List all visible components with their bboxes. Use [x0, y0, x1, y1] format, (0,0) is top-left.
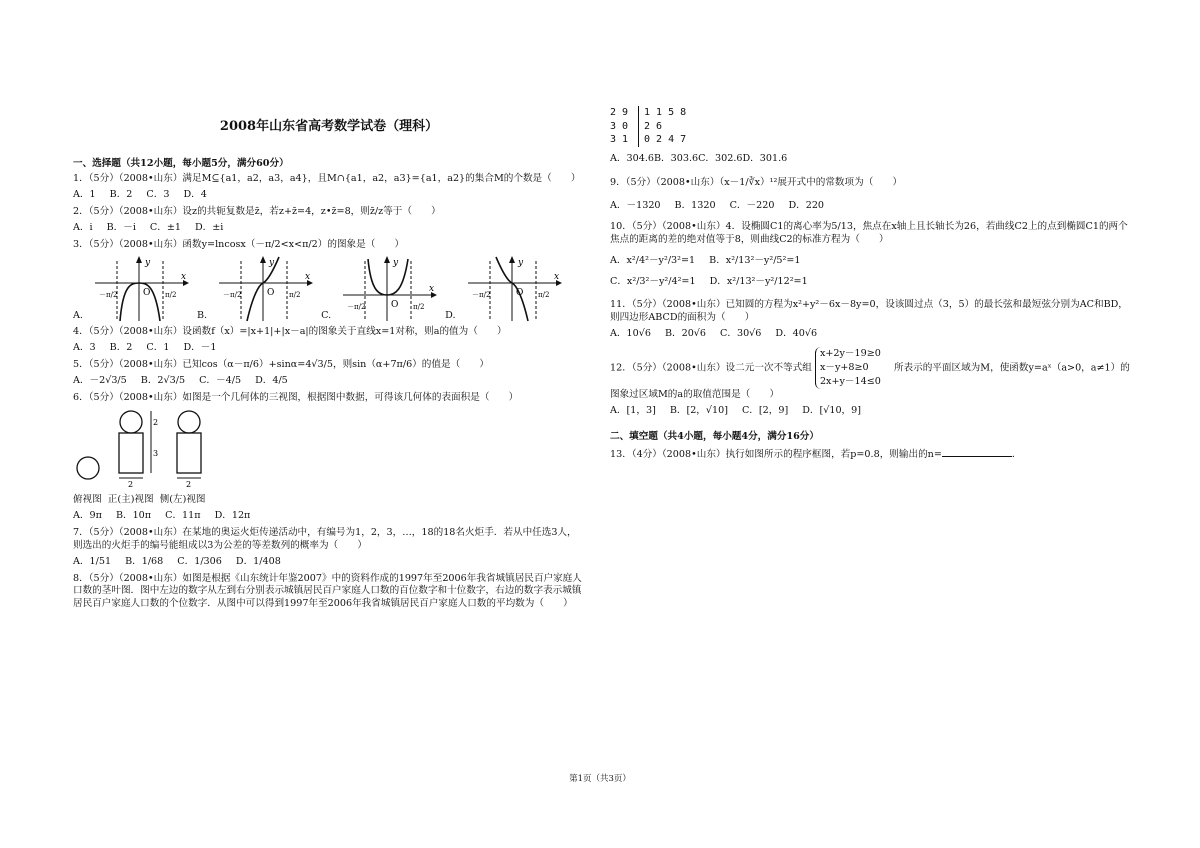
- option: D．x²/13²－y²/12²=1: [709, 276, 808, 288]
- left-column: [73, 112, 585, 614]
- question-10-options: [610, 255, 1130, 268]
- option: D．1/408: [235, 555, 281, 567]
- stem: 3 1: [610, 134, 629, 145]
- axis-y-label: y: [269, 258, 275, 269]
- view-label: 侧(左)视图: [159, 493, 206, 505]
- option: C．－220: [729, 200, 775, 212]
- graph-d: [466, 255, 562, 323]
- leaves: 0 2 4 7: [644, 134, 687, 145]
- option: A．9π: [73, 509, 102, 521]
- stem-leaf-plot: [610, 106, 1130, 147]
- question-4-options: [73, 342, 585, 355]
- option: A．3: [73, 342, 96, 354]
- answer-blank: [942, 447, 1012, 457]
- question-6-options: [73, 510, 585, 523]
- option: C．－4/5: [199, 374, 242, 386]
- option: A．i: [73, 222, 93, 234]
- question-1: 1．（5分）（2008•山东）满足M⊆{a1，a2，a3，a4}，且M∩{a1，a2，a3}={a1，a2}的集合M的个数是（ ）: [73, 173, 581, 185]
- question-12-pre: 12．（5分）（2008•山东）设二元一次不等式组: [610, 362, 812, 374]
- option: A．－2√3/5: [73, 374, 127, 386]
- graph-b: [217, 255, 313, 323]
- question-13-tail: ．: [1011, 449, 1022, 461]
- origin-label: O: [267, 288, 275, 299]
- question-5: 5．（5分）（2008•山东）已知cos（α－π/6）+sinα=4√3/5，则sin（α+7π/6）的值是（ ）: [73, 359, 489, 371]
- option: B．2√3/5: [140, 374, 186, 386]
- pos-half-pi-label: π/2: [413, 303, 425, 312]
- option: B．－i: [106, 222, 136, 234]
- origin-label: O: [142, 288, 151, 299]
- pos-half-pi-label: π/2: [289, 291, 301, 300]
- option: B．2: [109, 189, 133, 201]
- inequality: x+2y－19≥0: [819, 347, 881, 359]
- question-8: 8．（5分）（2008•山东）如图是根据《山东统计年鉴2007》中的资料作成的1997年至2006年我省城镇居民百户家庭人口数的茎叶图．图中左边的数字从左到右分别表示城镇居民百户家庭人口数的百位数字和十位数字，右边的数字表示城镇居民百户家庭人口数的个位数字．从图中可以得到1997年至2006年我省城镇居民百户家庭人口数的平均数为（ ）: [73, 572, 582, 610]
- option: D．4/5: [255, 374, 288, 386]
- question-10-options-2: [610, 276, 1130, 289]
- axis-x-label: x: [553, 272, 559, 283]
- axis-x-label: x: [429, 284, 435, 295]
- inequality-system: [815, 347, 881, 389]
- question-13-text: 13．（4分）（2008•山东）执行如图所示的程序框图，若p=0.8，则输出的n=: [610, 449, 942, 461]
- option: C．1/306: [177, 555, 222, 567]
- option: A．1: [73, 189, 96, 201]
- option: D．40√6: [775, 327, 818, 339]
- neg-half-pi-label: －π/2: [471, 291, 490, 300]
- option: D．±i: [194, 222, 224, 234]
- inequality: 2x+y－14≤0: [819, 375, 881, 387]
- inequality: x－y+8≥0: [819, 361, 869, 373]
- dim-2: 2: [153, 417, 159, 427]
- option: A．1/51: [73, 555, 112, 567]
- axis-y-label: y: [144, 258, 151, 269]
- pos-half-pi-label: π/2: [164, 291, 177, 300]
- leaves: 1 1 5 8: [644, 107, 687, 118]
- three-views-labels: [73, 494, 585, 507]
- question-12: [610, 347, 1130, 402]
- option: B．[2，√10]: [669, 404, 728, 416]
- stem: 3 0: [610, 120, 629, 132]
- question-11-options: [610, 328, 1130, 341]
- question-2: 2．（5分）（2008•山东）设z的共轭复数是z̄，若z+z̄=4，z•z̄=8，则z̄/z等于（ ）: [73, 206, 441, 218]
- option: A．x²/4²－y²/3²=1: [610, 255, 696, 267]
- axis-y-label: y: [517, 258, 523, 269]
- option: B.: [196, 310, 208, 322]
- neg-half-pi-label: －π/2: [347, 303, 366, 312]
- option: B．20√6: [664, 327, 707, 339]
- option: D．12π: [214, 509, 251, 521]
- axis-x-label: x: [305, 272, 311, 283]
- question-4: 4．（5分）（2008•山东）设函数f（x）=|x+1|+|x－a|的图象关于直线x=1对称，则a的值为（ ）: [73, 326, 507, 338]
- leaves: 2 6: [644, 120, 663, 132]
- option: D．－1: [183, 342, 217, 354]
- question-10: 10．（5分）（2008•山东）4．设椭圆C1的离心率为5/13，焦点在x轴上且长轴长为26，若曲线C2上的点到椭圆C1的两个焦点的距离的差的绝对值等于8，则曲线C2的标准方程为（ ）: [610, 221, 1128, 246]
- option: D．220: [788, 200, 825, 212]
- option: B．x²/13²－y²/5²=1: [709, 255, 801, 267]
- option: C．11π: [165, 509, 201, 521]
- option: C．[2，9]: [741, 404, 789, 416]
- question-1-options: [73, 189, 585, 202]
- question-2-options: [73, 222, 585, 235]
- question-6: 6．（5分）（2008•山东）如图是一个几何体的三视图，根据图中数据，可得该几何体的表面积是（ ）: [73, 391, 519, 403]
- section-choice-heading: 一、选择题（共12小题，每小题5分，满分60分）: [73, 157, 289, 169]
- axis-y-label: y: [393, 258, 399, 269]
- page-footer: 第1页（共3页）: [569, 774, 631, 784]
- question-11: 11．（5分）（2008•山东）已知圆的方程为x²+y²－6x－8y=0，设该圆过点（3，5）的最长弦和最短弦分别为AC和BD，则四边形ABCD的面积为（ ）: [610, 299, 1128, 323]
- question-9-options: [610, 200, 1130, 213]
- origin-label: O: [515, 288, 523, 299]
- section-fill-heading: 二、填空题（共4小题，每小题4分，满分16分）: [610, 431, 819, 443]
- option: C．1: [146, 342, 170, 354]
- option: B．2: [109, 342, 133, 354]
- option: C．30√6: [720, 327, 762, 339]
- pos-half-pi-label: π/2: [537, 291, 549, 300]
- question-3-graphs: [73, 255, 585, 323]
- option: D．[√10，9]: [802, 404, 861, 416]
- question-7-options: [73, 556, 585, 569]
- origin-label: O: [391, 300, 399, 311]
- three-views-figure: [73, 408, 263, 494]
- dim-2: 2: [186, 479, 192, 489]
- neg-half-pi-label: －π/2: [223, 291, 242, 300]
- question-13: [610, 447, 1130, 462]
- question-9: 9．（5分）（2008•山东）（x－1/∛x）¹²展开式中的常数项为（ ）: [610, 177, 903, 189]
- graph-c: [341, 255, 437, 323]
- question-8-options: A．304.6B．303.6C．302.6D．301.6: [610, 152, 788, 164]
- option: A．[1，3]: [610, 404, 656, 416]
- dim-2: 2: [128, 479, 134, 489]
- option: A.: [73, 310, 83, 322]
- page-title: 2008年山东省高考数学试卷（理科）: [219, 119, 439, 134]
- question-3: 3．（5分）（2008•山东）函数y=lncosx（－π/2<x<π/2）的图象是（ ）: [73, 239, 405, 251]
- option: A．－1320: [610, 200, 661, 212]
- dim-3: 3: [153, 448, 159, 458]
- option: A．10√6: [610, 327, 651, 339]
- neg-half-pi-label: －π/2: [98, 291, 118, 300]
- question-7: 7．（5分）（2008•山东）在某地的奥运火炬传递活动中，有编号为1，2，3，…，18的18名火炬手．若从中任选3人，则选出的火炬手的编号能组成以3为公差的等差数列的概率为（ ）: [73, 526, 577, 551]
- question-12-post: 所表示的平面区域为M，使函数y=aˣ（a>0，a≠1）的图象过区域M的a的取值范围是（ ）: [610, 362, 1130, 400]
- question-5-options: [73, 375, 585, 388]
- option: B．1/68: [125, 555, 164, 567]
- axis-x-label: x: [180, 272, 187, 283]
- option: C．±1: [149, 222, 181, 234]
- question-12-options: [610, 405, 1130, 418]
- stem: 2 9: [610, 107, 629, 118]
- option: C．3: [146, 189, 170, 201]
- graph-a: [93, 255, 189, 323]
- option: C.: [321, 310, 332, 322]
- option: B．1320: [674, 200, 716, 212]
- view-label: 俯视图: [73, 493, 102, 505]
- right-column: [610, 104, 1130, 465]
- view-label: 正(主)视图: [107, 493, 154, 505]
- option: D．4: [183, 189, 207, 201]
- option: C．x²/3²－y²/4²=1: [610, 276, 696, 288]
- option: D.: [445, 310, 456, 322]
- option: B．10π: [115, 509, 152, 521]
